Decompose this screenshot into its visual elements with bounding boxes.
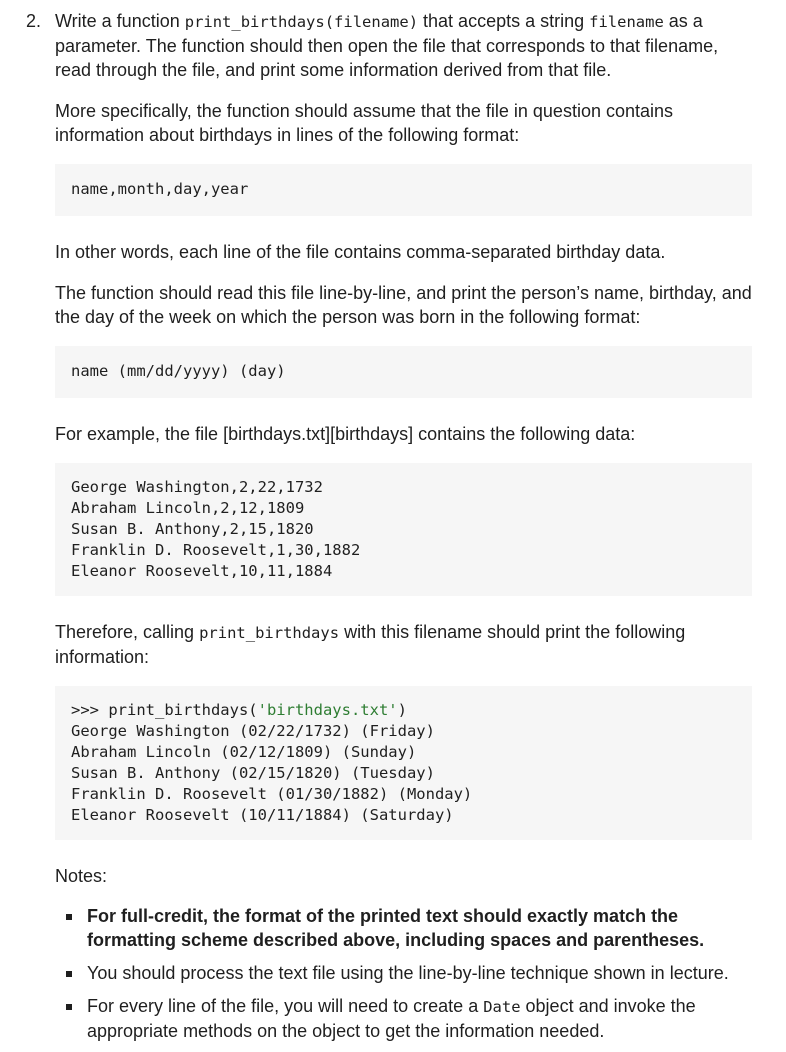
intro-text-3: as a parameter. The function should then open the file that corresponds to that filename, read through the file, and print some information derived from that file. <box>55 11 719 80</box>
format-line: name,month,day,year <box>71 180 249 198</box>
file-line: Susan B. Anthony,2,15,1820 <box>71 520 314 538</box>
file-line: Franklin D. Roosevelt,1,30,1882 <box>71 541 361 559</box>
repl-call-suffix: ) <box>397 701 407 719</box>
repl-code-block <box>55 686 752 840</box>
filename-param-code: filename <box>589 13 664 31</box>
list-item-number: 2. <box>26 11 42 31</box>
function-name-code: print_birthdays <box>199 624 340 642</box>
repl-call-argument: 'birthdays.txt' <box>257 701 398 719</box>
note-item <box>55 994 755 1043</box>
repl-output-line: Abraham Lincoln (02/12/1809) (Sunday) <box>71 743 417 761</box>
repl-output-line: Eleanor Roosevelt (10/11/1884) (Saturday) <box>71 806 454 824</box>
note-text: For full-credit, the format of the printed text should exactly match the formatting scheme described above, including spaces and parentheses. <box>87 906 705 950</box>
output-format-code-block <box>55 346 752 398</box>
file-line: Abraham Lincoln,2,12,1809 <box>71 499 305 517</box>
intro-paragraph <box>55 9 755 82</box>
notes-heading: Notes: <box>55 866 108 886</box>
repl-call-line <box>71 700 736 721</box>
date-class-code: Date <box>483 998 521 1016</box>
read-paragraph: The function should read this file line-by-line, and print the person’s name, birthday, and the day of the week on which the person was born in the following format: <box>55 283 752 327</box>
problem-content <box>55 9 755 1052</box>
note-text-1: For every line of the file, you will need to create a <box>87 996 484 1016</box>
line-format-code-block <box>55 164 752 216</box>
bullet-icon <box>66 971 72 977</box>
note-text-2: object and invoke the appropriate methods on the object to get the information needed. <box>87 996 696 1041</box>
bullet-icon <box>66 1004 72 1010</box>
file-line: Eleanor Roosevelt,10,11,1884 <box>71 562 333 580</box>
repl-output-line: Susan B. Anthony (02/15/1820) (Tuesday) <box>71 764 435 782</box>
example-paragraph: For example, the file [birthdays.txt][birthdays] contains the following data: <box>55 424 636 444</box>
repl-prompt: >>> <box>71 701 109 719</box>
note-text: You should process the text file using the line-by-line technique shown in lecture. <box>87 963 729 983</box>
output-format-line: name (mm/dd/yyyy) (day) <box>71 362 286 380</box>
function-signature-code: print_birthdays(filename) <box>184 13 419 31</box>
repl-call-prefix: print_birthdays( <box>108 701 258 719</box>
bullet-icon <box>66 914 72 920</box>
other-words-paragraph: In other words, each line of the file contains comma-separated birthday data. <box>55 242 666 262</box>
file-contents-code-block <box>55 463 752 596</box>
repl-output-line: George Washington (02/22/1732) (Friday) <box>71 722 435 740</box>
file-line: George Washington,2,22,1732 <box>71 478 323 496</box>
note-item <box>55 961 755 985</box>
intro-text-1: Write a function <box>55 11 185 31</box>
specific-paragraph: More specifically, the function should assume that the file in question contains information about birthdays in lines of the following format: <box>55 101 674 145</box>
therefore-text-2: with this filename should print the following information: <box>55 622 686 667</box>
repl-output-line: Franklin D. Roosevelt (01/30/1882) (Monday) <box>71 785 473 803</box>
notes-list <box>55 904 755 1043</box>
therefore-text-1: Therefore, calling <box>55 622 200 642</box>
note-item <box>55 904 755 952</box>
therefore-paragraph <box>55 620 755 669</box>
intro-text-2: that accepts a string <box>418 11 590 31</box>
